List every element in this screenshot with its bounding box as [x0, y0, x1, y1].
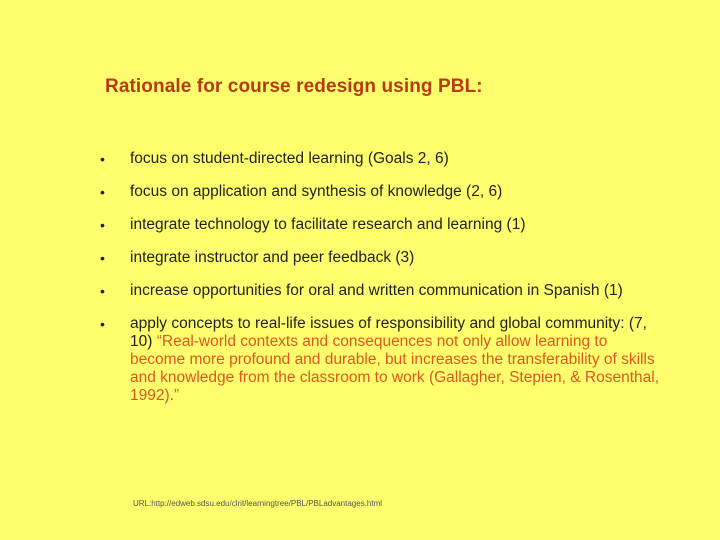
bullet-item: [100, 249, 660, 267]
bullet-text: apply concepts to real-life issues of responsibility and global community: (7, 10): [130, 315, 647, 350]
bullet-text: focus on application and synthesis of knowledge (2, 6): [130, 183, 503, 200]
bullet-text: integrate instructor and peer feedback (3): [130, 249, 415, 266]
bullet-text: increase opportunities for oral and written communication in Spanish (1): [130, 282, 623, 299]
bullet-marker: •: [100, 151, 105, 167]
source-url-link[interactable]: URL:http://edweb.sdsu.edu/clrit/learningtree/PBL/PBLadvantages.html: [133, 499, 383, 508]
bullet-marker: •: [100, 250, 105, 266]
bullet-item: [100, 216, 660, 234]
bullet-text: focus on student-directed learning (Goals 2, 6): [130, 150, 449, 167]
bullet-marker: •: [100, 316, 105, 332]
bullet-item: [100, 183, 660, 201]
quote-text: “Real-world contexts and consequences not only allow learning to become more profound and durable, but increases the transferability of skills and knowledge from the classroom to work (Gallagher, Stepien, & Rosenthal, 1992).”: [130, 333, 659, 404]
bullet-text: integrate technology to facilitate research and learning (1): [130, 216, 526, 233]
bullet-marker: •: [100, 217, 105, 233]
bullet-item: [100, 315, 660, 405]
bullet-list: [100, 150, 660, 405]
bullet-marker: •: [100, 184, 105, 200]
bullet-item: [100, 282, 660, 300]
bullet-item: [100, 150, 660, 168]
slide-title: Rationale for course redesign using PBL:: [105, 76, 483, 97]
bullet-marker: •: [100, 283, 105, 299]
